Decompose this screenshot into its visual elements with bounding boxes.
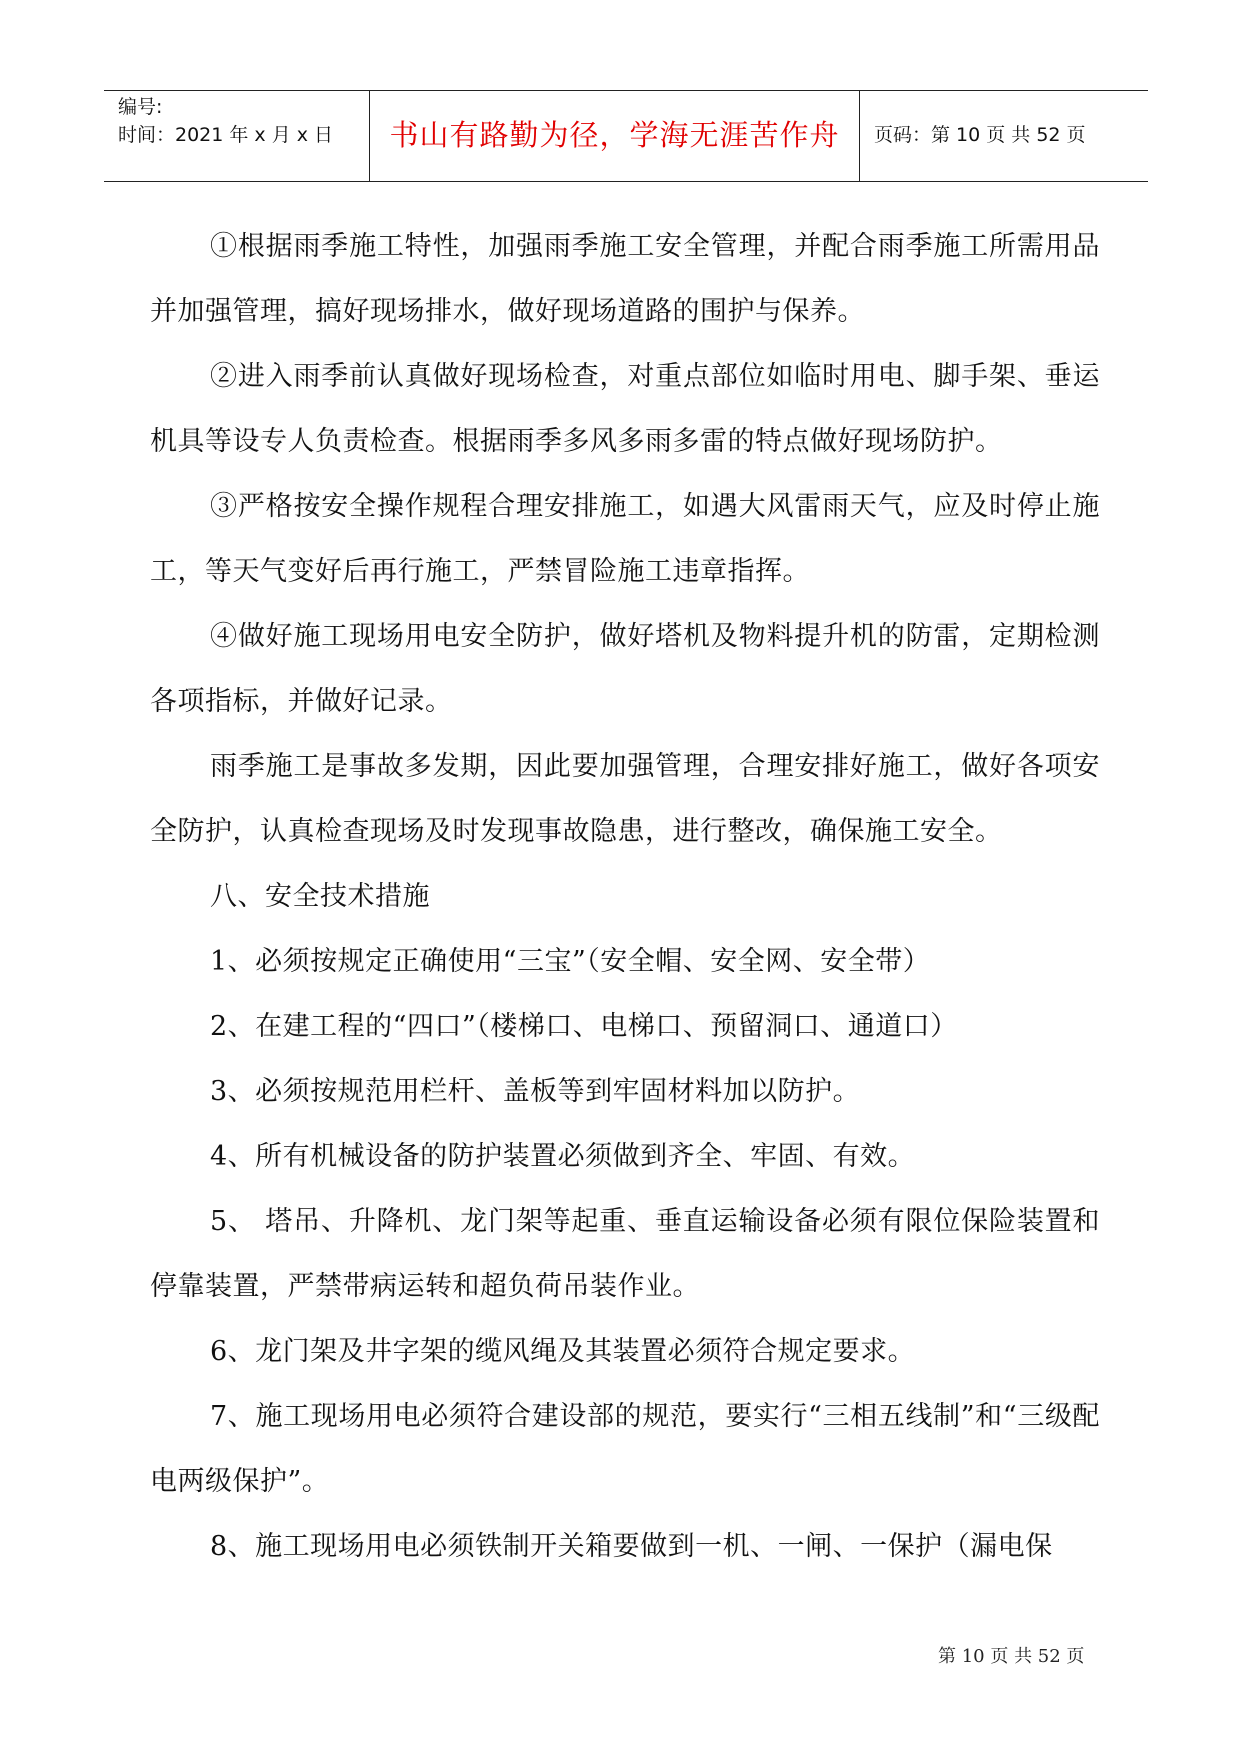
list-item: 7、施工现场用电必须符合建设部的规范，要实行“三相五线制”和“三级配电两级保护”。	[150, 1401, 1100, 1497]
paragraph: ①根据雨季施工特性，加强雨季施工安全管理，并配合雨季施工所需用品并加强管理，搞好现场排水，做好现场道路的围护与保养。	[150, 231, 1100, 327]
page-footer: 第 10 页 共 52 页	[938, 1646, 1085, 1667]
document-body	[150, 214, 1100, 1579]
list-item: 5、 塔吊、升降机、龙门架等起重、垂直运输设备必须有限位保险装置和停靠装置，严禁带病运转和超负荷吊装作业。	[150, 1206, 1100, 1302]
paragraph: ③严格按安全操作规程合理安排施工，如遇大风雷雨天气，应及时停止施工，等天气变好后再行施工，严禁冒险施工违章指挥。	[150, 491, 1100, 587]
page-header	[104, 90, 1148, 182]
list-item: 8、施工现场用电必须铁制开关箱要做到一机、一闸、一保护（漏电保	[210, 1531, 1053, 1562]
list-item: 2、在建工程的“四口”（楼梯口、电梯口、预留洞口、通道口）	[210, 1011, 958, 1042]
list-item: 1、必须按规定正确使用“三宝”（安全帽、安全网、安全带）	[210, 946, 931, 977]
list-item: 6、龙门架及井字架的缆风绳及其装置必须符合规定要求。	[210, 1336, 916, 1367]
list-item: 3、必须按规范用栏杆、盖板等到牢固材料加以防护。	[210, 1076, 861, 1107]
time-label: 时间：2021 年 x 月 x 日	[118, 124, 334, 146]
section-heading: 八、安全技术措施	[210, 881, 430, 912]
paragraph: ④做好施工现场用电安全防护，做好塔机及物料提升机的防雷，定期检测各项指标，并做好记录。	[150, 621, 1100, 717]
paragraph: 雨季施工是事故多发期，因此要加强管理，合理安排好施工，做好各项安全防护，认真检查现场及时发现事故隐患，进行整改，确保施工安全。	[150, 751, 1100, 847]
list-item: 4、所有机械设备的防护装置必须做到齐全、牢固、有效。	[210, 1141, 916, 1172]
header-meta	[104, 91, 370, 181]
paragraph: ②进入雨季前认真做好现场检查，对重点部位如临时用电、脚手架、垂运机具等设专人负责检查。根据雨季多风多雨多雷的特点做好现场防护。	[150, 361, 1100, 457]
header-page-info: 页码：第 10 页 共 52 页	[874, 123, 1086, 146]
number-label: 编号:	[118, 96, 163, 118]
header-slogan: 书山有路勤为径，学海无涯苦作舟	[370, 91, 860, 181]
